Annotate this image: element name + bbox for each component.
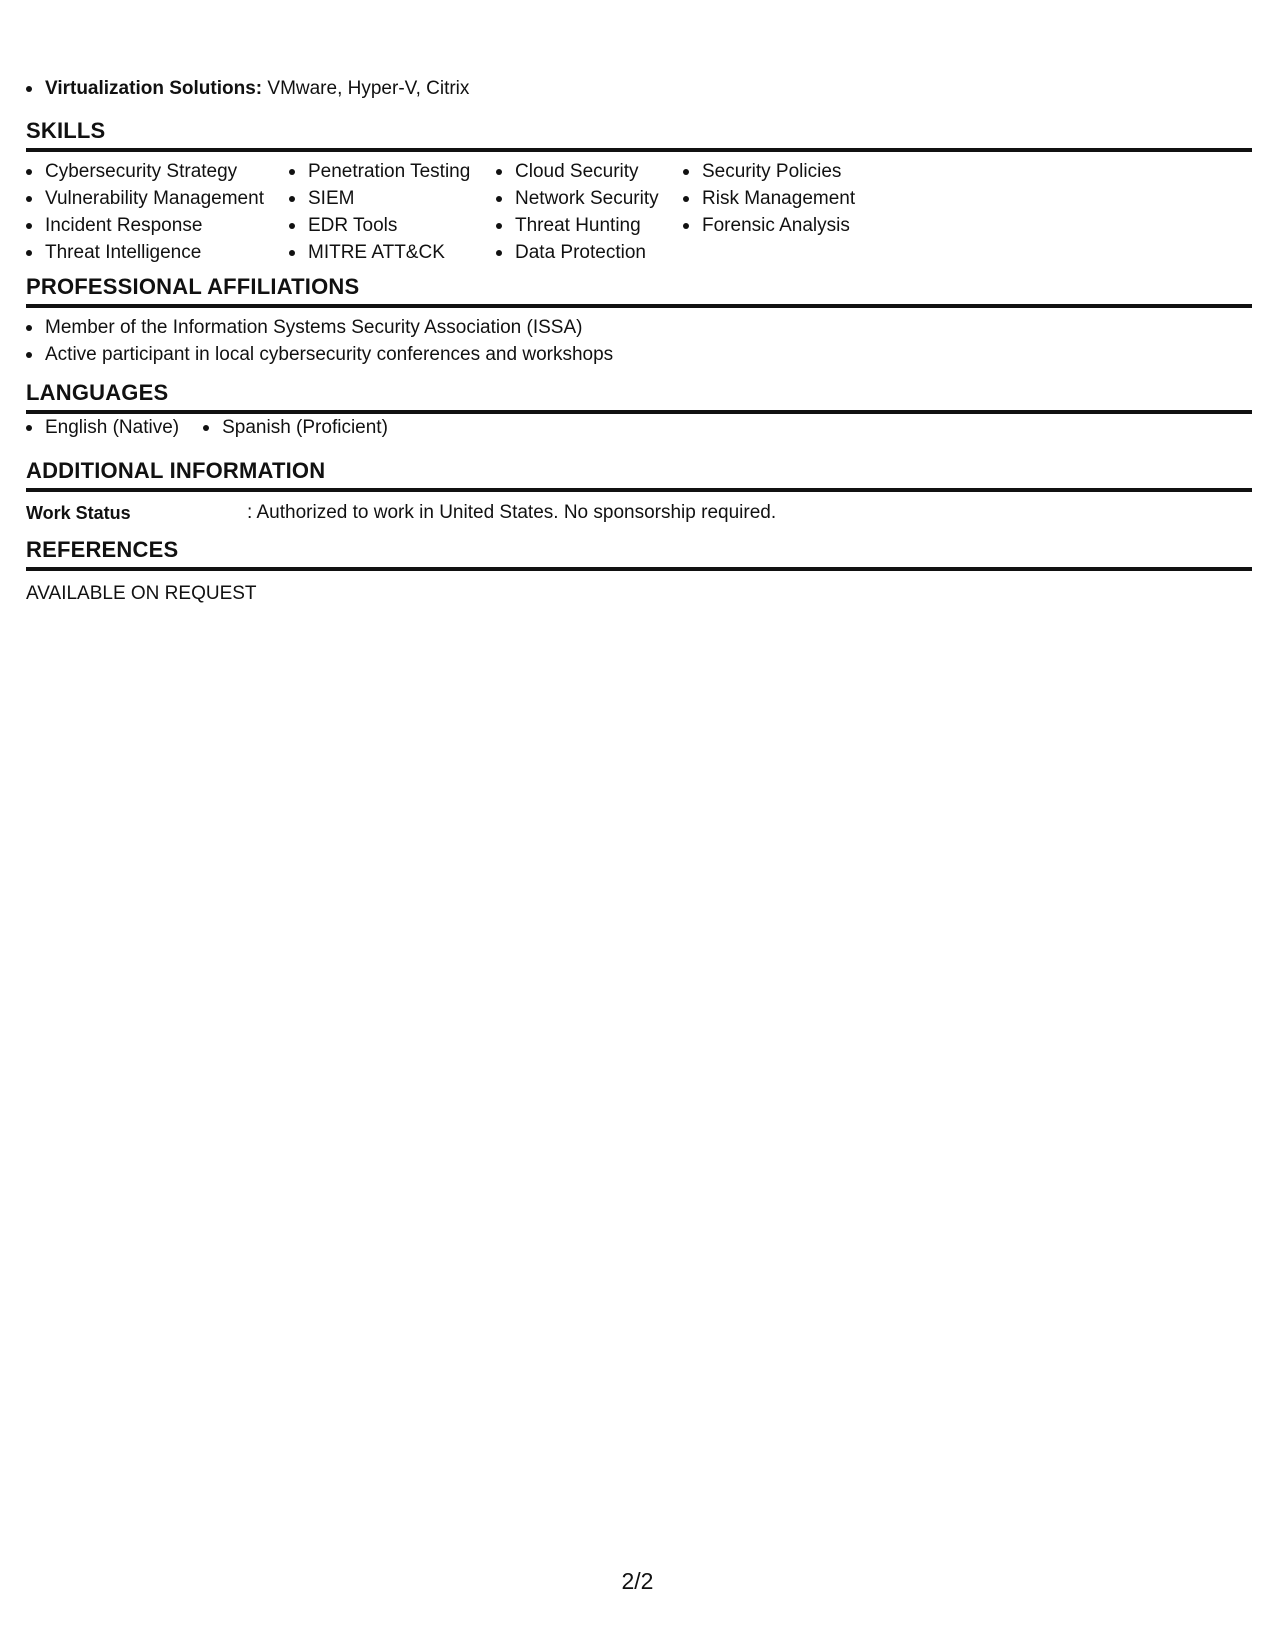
section-divider [26, 304, 1252, 308]
skill-text: Cybersecurity Strategy [45, 161, 238, 182]
skill-item [289, 212, 496, 239]
bullet-icon [26, 425, 32, 431]
section-divider [26, 488, 1252, 492]
bullet-icon [496, 223, 502, 229]
skills-column-4 [683, 158, 883, 266]
bullet-icon [26, 169, 32, 175]
bullet-icon [26, 86, 32, 92]
affiliations-list [26, 314, 1252, 368]
bullet-icon [26, 196, 32, 202]
skills-column-1 [26, 158, 289, 266]
references-title: REFERENCES [26, 537, 179, 562]
skills-title: SKILLS [26, 118, 106, 143]
language-item [203, 414, 388, 441]
skills-column-2 [289, 158, 496, 266]
skill-text: SIEM [308, 188, 355, 209]
skill-item [26, 239, 289, 266]
bullet-icon [683, 223, 689, 229]
languages-title: LANGUAGES [26, 380, 169, 405]
skill-text: Data Protection [515, 242, 646, 263]
skill-text: Network Security [515, 188, 659, 209]
skills-column-3 [496, 158, 683, 266]
language-item [26, 414, 179, 441]
skill-item [289, 158, 496, 185]
skill-item [26, 185, 289, 212]
skill-item [496, 185, 683, 212]
skill-text: Forensic Analysis [702, 215, 850, 236]
virtualization-label: Virtualization Solutions: [45, 78, 263, 99]
additional-title: ADDITIONAL INFORMATION [26, 458, 326, 483]
languages-section [26, 378, 1252, 441]
skill-item [683, 212, 883, 239]
language-text: Spanish (Proficient) [222, 417, 388, 438]
language-text: English (Native) [45, 417, 180, 438]
skill-item [289, 185, 496, 212]
languages-list [26, 414, 1252, 441]
skill-text: Penetration Testing [308, 161, 471, 182]
bullet-icon [203, 425, 209, 431]
affiliations-section [26, 272, 1252, 368]
affiliations-title: PROFESSIONAL AFFILIATIONS [26, 274, 360, 299]
virtualization-item [26, 75, 469, 102]
skills-section [26, 116, 1252, 266]
affiliation-text: Member of the Information Systems Security Association (ISSA) [45, 317, 583, 338]
skill-item [683, 158, 883, 185]
references-text: AVAILABLE ON REQUEST [26, 583, 257, 604]
bullet-icon [26, 250, 32, 256]
skill-text: Security Policies [702, 161, 842, 182]
skill-text: Vulnerability Management [45, 188, 264, 209]
bullet-icon [26, 223, 32, 229]
bullet-icon [289, 196, 295, 202]
bullet-icon [289, 169, 295, 175]
bullet-icon [26, 352, 32, 358]
skill-item [26, 158, 289, 185]
bullet-icon [26, 325, 32, 331]
bullet-icon [683, 196, 689, 202]
skill-text: Incident Response [45, 215, 203, 236]
skill-item [26, 212, 289, 239]
skill-item [496, 158, 683, 185]
affiliation-item [26, 314, 1252, 341]
references-section [26, 535, 1252, 607]
virtualization-value: VMware, Hyper-V, Citrix [267, 78, 470, 99]
skill-item [683, 185, 883, 212]
skill-item [289, 239, 496, 266]
skill-text: EDR Tools [308, 215, 398, 236]
additional-section [26, 456, 1252, 526]
skill-text: MITRE ATT&CK [308, 242, 445, 263]
bullet-icon [496, 196, 502, 202]
bullet-icon [289, 223, 295, 229]
skill-item [496, 212, 683, 239]
skill-text: Risk Management [702, 188, 856, 209]
skills-grid [26, 158, 1252, 266]
section-divider [26, 148, 1252, 152]
section-divider [26, 567, 1252, 571]
skill-text: Threat Hunting [515, 215, 641, 236]
work-status-label: Work Status [26, 503, 131, 523]
work-status-row [26, 500, 1252, 526]
affiliation-item [26, 341, 1252, 368]
affiliation-text: Active participant in local cybersecurity conferences and workshops [45, 344, 614, 365]
page-number: 2/2 [621, 1568, 654, 1594]
skill-item [496, 239, 683, 266]
bullet-icon [683, 169, 689, 175]
skill-text: Threat Intelligence [45, 242, 202, 263]
bullet-icon [496, 169, 502, 175]
bullet-icon [496, 250, 502, 256]
bullet-icon [289, 250, 295, 256]
skill-text: Cloud Security [515, 161, 639, 182]
work-status-value: : Authorized to work in United States. No sponsorship required. [247, 502, 777, 523]
